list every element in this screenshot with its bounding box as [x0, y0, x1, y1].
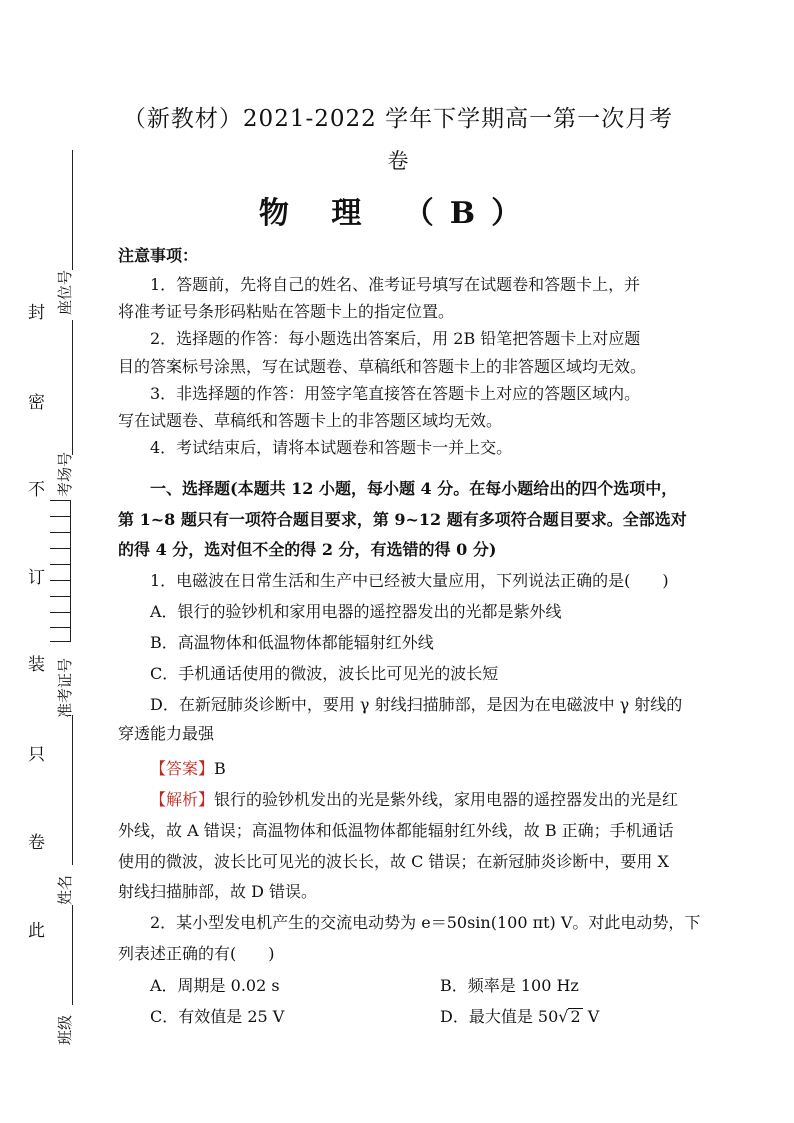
analysis-tag: 【解析】: [150, 790, 215, 809]
question-1-analysis: [150, 787, 678, 810]
section-heading: 一、选择题(本题共 12 小题，每小题 4 分。在每小题给出的四个选项中，: [150, 479, 678, 498]
analysis-line: 使用的微波，波长比可见光的波长长，故 C 错误；在新冠肺炎诊断中，要用 X: [118, 852, 669, 871]
notice-line: 4．考试结束后，请将本试题卷和答题卡一并上交。: [150, 438, 513, 457]
question-2-option-d: [440, 1004, 599, 1027]
section-heading: 的得 4 分，选对但不全的得 2 分，有选错的得 0 分): [118, 540, 497, 559]
margin-char-juan: 卷: [28, 833, 45, 853]
answer-tag: 【答案】: [150, 759, 215, 778]
analysis-line: 外线，故 A 错误；高温物体和低温物体都能辐射红外线，故 B 正确；手机通话: [118, 821, 674, 840]
option-d-unit: V: [582, 1007, 600, 1026]
analysis-line: 银行的验钞机发出的光是紫外线，家用电器的遥控器发出的光是红: [214, 790, 679, 809]
answer-value: B: [214, 759, 226, 778]
notice-line: 2．选择题的作答：每小题选出答案后，用 2B 铅笔把答题卡上对应题: [150, 329, 641, 348]
sqrt-symbol: √: [558, 1007, 569, 1026]
margin-char-ding: 订: [28, 568, 45, 588]
question-1-answer: [150, 756, 226, 779]
notice-line: 将准考证号条形码粘贴在答题卡上的指定位置。: [118, 302, 455, 321]
analysis-line: 射线扫描肺部，故 D 错误。: [118, 882, 318, 901]
notice-heading: 注意事项：: [118, 246, 199, 265]
margin-char-bu: 不: [28, 480, 45, 500]
notice-line: 目的答案标号涂黑，写在试题卷、草稿纸和答题卡上的非答题区域均无效。: [118, 357, 647, 376]
admission-number-grid: [50, 500, 71, 642]
question-1-option-a: A．银行的验钞机和家用电器的遥控器发出的光都是紫外线: [150, 602, 562, 621]
admission-number-label: 准考证号: [56, 657, 74, 718]
notice-line: 1．答题前，先将自己的姓名、准考证号填写在试题卷和答题卡上，并: [150, 275, 641, 294]
margin-line: [72, 150, 73, 270]
name-label: 姓名: [56, 874, 74, 905]
margin-char-feng: 封: [28, 303, 45, 323]
seat-number-label: 座位号: [56, 269, 74, 315]
margin-line: [72, 715, 73, 865]
exam-room-label: 考场号: [56, 451, 74, 497]
question-2-stem-cont: 列表述正确的有( ): [118, 944, 275, 963]
question-1-option-d: D．在新冠肺炎诊断中，要用 γ 射线扫描肺部，是因为在电磁波中 γ 射线的: [150, 695, 683, 714]
question-2-option-c: C．有效值是 25 V: [150, 1007, 285, 1026]
notice-line: 3．非选择题的作答：用签字笔直接答在答题卡上对应的答题区域内。: [150, 384, 641, 403]
margin-char-mi: 密: [28, 393, 45, 413]
question-1-option-c: C．手机通话使用的微波，波长比可见光的波长短: [150, 664, 499, 683]
notice-line: 写在试题卷、草稿纸和答题卡上的非答题区域均无效。: [118, 411, 503, 430]
exam-title: （新教材）2021-2022 学年下学期高一第一次月考: [122, 106, 674, 132]
question-1-option-d-cont: 穿透能力最强: [118, 724, 215, 743]
exam-title-continued: 卷: [387, 149, 409, 173]
question-2-option-a: A．周期是 0.02 s: [150, 976, 280, 995]
option-d-text: D．最大值是 50: [440, 1007, 559, 1026]
question-2-stem: 2．某小型发电机产生的交流电动势为 e＝50sin(100 πt) V。对此电动势，下: [150, 913, 701, 932]
question-1-stem: 1．电磁波在日常生活和生产中已经被大量应用，下列说法正确的是( ): [150, 571, 669, 590]
section-heading: 第 1~8 题只有一项符合题目要求，第 9~12 题有多项符合题目要求。全部选对: [118, 510, 687, 529]
sqrt-radicand: 2: [570, 1007, 581, 1026]
class-label: 班级: [56, 1014, 74, 1045]
margin-char-zhuang: 装: [28, 655, 45, 675]
margin-line: [72, 905, 73, 1005]
subject-title: 物 理 （B）: [258, 196, 538, 231]
margin-char-zhi: 只: [28, 745, 45, 765]
margin-line: [72, 320, 73, 455]
margin-char-ci: 此: [28, 921, 45, 941]
question-2-option-b: B．频率是 100 Hz: [440, 976, 579, 995]
question-1-option-b: B．高温物体和低温物体都能辐射红外线: [150, 633, 434, 652]
